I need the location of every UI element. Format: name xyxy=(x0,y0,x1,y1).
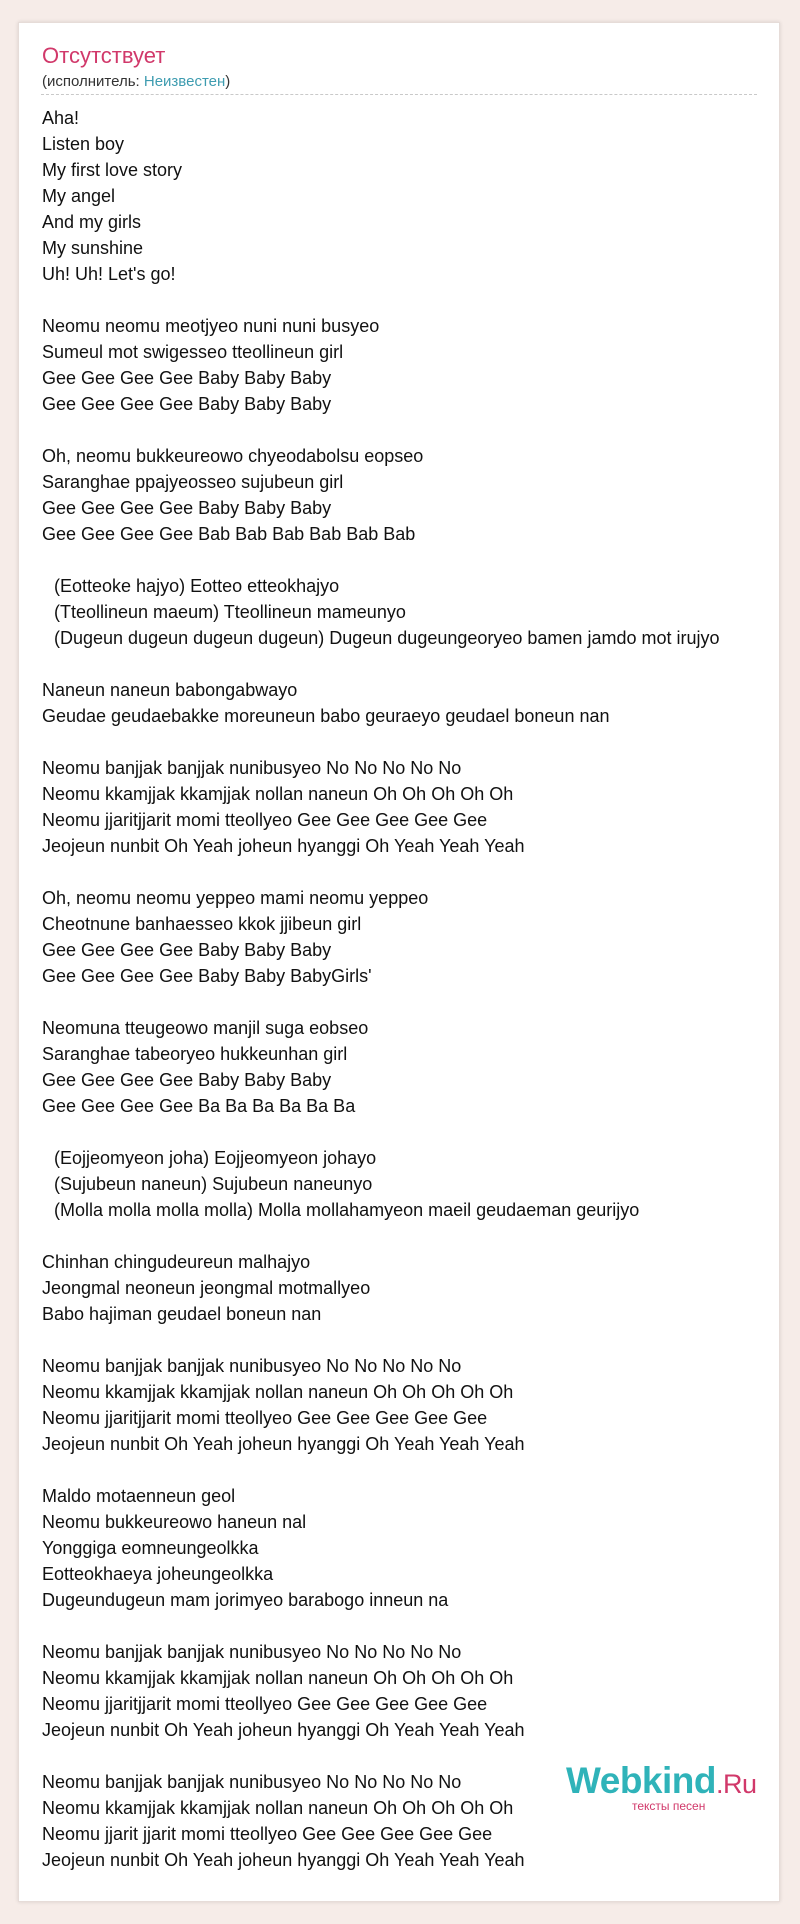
lyric-line: Neomu banjjak banjjak nunibusyeo No No No No No xyxy=(42,1772,462,1792)
lyric-line: My first love story xyxy=(42,160,183,180)
lyric-line: Aha! xyxy=(42,108,80,128)
lyric-line: Eotteokhaeya joheungeolkka xyxy=(42,1564,274,1584)
lyric-line: My angel xyxy=(42,186,116,206)
lyric-line: Neomu banjjak banjjak nunibusyeo No No No No No xyxy=(42,1356,462,1376)
lyric-line: Gee Gee Gee Gee Baby Baby BabyGirls' xyxy=(42,966,372,986)
lyric-line: Neomu bukkeureowo haneun nal xyxy=(42,1512,307,1532)
lyric-line: (Sujubeun naneun) Sujubeun naneunyo xyxy=(54,1174,373,1194)
logo-tagline: тексты песен xyxy=(632,1799,706,1813)
lyric-line: Neomu neomu meotjyeo nuni nuni busyeo xyxy=(42,316,380,336)
lyric-line: Maldo motaenneun geol xyxy=(42,1486,236,1506)
lyric-line: Babo hajiman geudael boneun nan xyxy=(42,1304,322,1324)
lyric-line xyxy=(42,1327,779,1353)
artist-link[interactable]: Неизвестен xyxy=(143,73,226,90)
lyric-line: Geudae geudaebakke moreuneun babo geuraeyo geudael boneun nan xyxy=(42,706,610,726)
lyric-line: Neomu jjaritjjarit momi tteollyeo Gee Gee Gee Gee Gee xyxy=(42,1694,488,1714)
lyric-line: Neomu kkamjjak kkamjjak nollan naneun Oh Oh Oh Oh Oh xyxy=(42,1798,514,1818)
lyric-line: Gee Gee Gee Gee Baby Baby Baby xyxy=(42,1070,332,1090)
lyric-line xyxy=(42,729,779,755)
lyric-line: Neomu kkamjjak kkamjjak nollan naneun Oh Oh Oh Oh Oh xyxy=(42,784,514,804)
lyric-line: Gee Gee Gee Gee Baby Baby Baby xyxy=(42,940,332,960)
lyric-line: Gee Gee Gee Gee Baby Baby Baby xyxy=(42,394,332,414)
lyric-line: Cheotnune banhaesseo kkok jjibeun girl xyxy=(42,914,362,934)
divider xyxy=(41,94,757,95)
lyric-line xyxy=(42,287,779,313)
lyric-line: Jeongmal neoneun jeongmal motmallyeo xyxy=(42,1278,371,1298)
lyric-line xyxy=(42,1613,779,1639)
lyric-line xyxy=(42,417,779,443)
lyric-line: Gee Gee Gee Gee Baby Baby Baby xyxy=(42,498,332,518)
lyric-line xyxy=(42,1119,779,1145)
lyrics-body xyxy=(42,105,779,1873)
lyric-line: (Tteollineun maeum) Tteollineun mameunyo xyxy=(54,602,406,622)
song-title: Отсутствует xyxy=(42,43,166,68)
lyric-line: My sunshine xyxy=(42,238,144,258)
lyric-line xyxy=(42,651,779,677)
artist-suffix: ) xyxy=(225,73,231,90)
lyric-line: Jeojeun nunbit Oh Yeah joheun hyanggi Oh Yeah Yeah Yeah xyxy=(42,1434,525,1454)
lyric-line xyxy=(42,1457,779,1483)
lyric-line: Jeojeun nunbit Oh Yeah joheun hyanggi Oh Yeah Yeah Yeah xyxy=(42,1720,525,1740)
lyric-line: Listen boy xyxy=(42,134,125,154)
lyric-line: Neomu kkamjjak kkamjjak nollan naneun Oh Oh Oh Oh Oh xyxy=(42,1668,514,1688)
lyric-line: Chinhan chingudeureun malhajyo xyxy=(42,1252,311,1272)
lyric-line: Neomu banjjak banjjak nunibusyeo No No No No No xyxy=(42,1642,462,1662)
lyric-line: Oh, neomu bukkeureowo chyeodabolsu eopseo xyxy=(42,446,424,466)
lyric-line: Gee Gee Gee Gee Baby Baby Baby xyxy=(42,368,332,388)
lyric-line: Naneun naneun babongabwayo xyxy=(42,680,298,700)
webkind-logo[interactable] xyxy=(566,1760,757,1813)
lyric-line: Dugeundugeun mam jorimyeo barabogo inneun na xyxy=(42,1590,449,1610)
lyric-line: (Molla molla molla molla) Molla mollahamyeon maeil geudaeman geurijyo xyxy=(54,1200,640,1220)
lyric-line: Yonggiga eomneungeolkka xyxy=(42,1538,259,1558)
logo-tld: .Ru xyxy=(716,1769,757,1799)
lyric-line: Gee Gee Gee Gee Ba Ba Ba Ba Ba Ba xyxy=(42,1096,356,1116)
lyric-line xyxy=(42,989,779,1015)
lyric-line: Jeojeun nunbit Oh Yeah joheun hyanggi Oh Yeah Yeah Yeah xyxy=(42,836,525,856)
lyric-line: Saranghae ppajyeosseo sujubeun girl xyxy=(42,472,344,492)
lyric-line: Jeojeun nunbit Oh Yeah joheun hyanggi Oh Yeah Yeah Yeah xyxy=(42,1850,525,1870)
lyric-line: Gee Gee Gee Gee Bab Bab Bab Bab Bab Bab xyxy=(42,524,416,544)
lyric-line: (Dugeun dugeun dugeun dugeun) Dugeun dugeungeoryeo bamen jamdo mot irujyo xyxy=(54,628,720,648)
lyric-line xyxy=(42,547,779,573)
lyric-line: (Eojjeomyeon joha) Eojjeomyeon johayo xyxy=(54,1148,377,1168)
lyric-line: Sumeul mot swigesseo tteollineun girl xyxy=(42,342,344,362)
lyric-line: And my girls xyxy=(42,212,142,232)
lyric-line: Neomuna tteugeowo manjil suga eobseo xyxy=(42,1018,369,1038)
lyric-line: Oh, neomu neomu yeppeo mami neomu yeppeo xyxy=(42,888,429,908)
lyric-line xyxy=(42,1223,779,1249)
lyric-line: Neomu banjjak banjjak nunibusyeo No No No No No xyxy=(42,758,462,778)
lyric-line: Neomu kkamjjak kkamjjak nollan naneun Oh Oh Oh Oh Oh xyxy=(42,1382,514,1402)
lyric-line: Saranghae tabeoryeo hukkeunhan girl xyxy=(42,1044,348,1064)
artist-line xyxy=(42,73,230,91)
logo-brand: Webkind xyxy=(566,1760,716,1801)
lyric-line: Neomu jjaritjjarit momi tteollyeo Gee Gee Gee Gee Gee xyxy=(42,810,488,830)
artist-prefix: (исполнитель: xyxy=(42,73,144,90)
lyric-line: Neomu jjaritjjarit momi tteollyeo Gee Gee Gee Gee Gee xyxy=(42,1408,488,1428)
lyrics-card xyxy=(18,22,780,1902)
lyric-line: Neomu jjarit jjarit momi tteollyeo Gee Gee Gee Gee Gee xyxy=(42,1824,493,1844)
lyric-line: Uh! Uh! Let's go! xyxy=(42,264,176,284)
lyric-line: (Eotteoke hajyo) Eotteo etteokhajyo xyxy=(54,576,340,596)
lyric-line xyxy=(42,859,779,885)
